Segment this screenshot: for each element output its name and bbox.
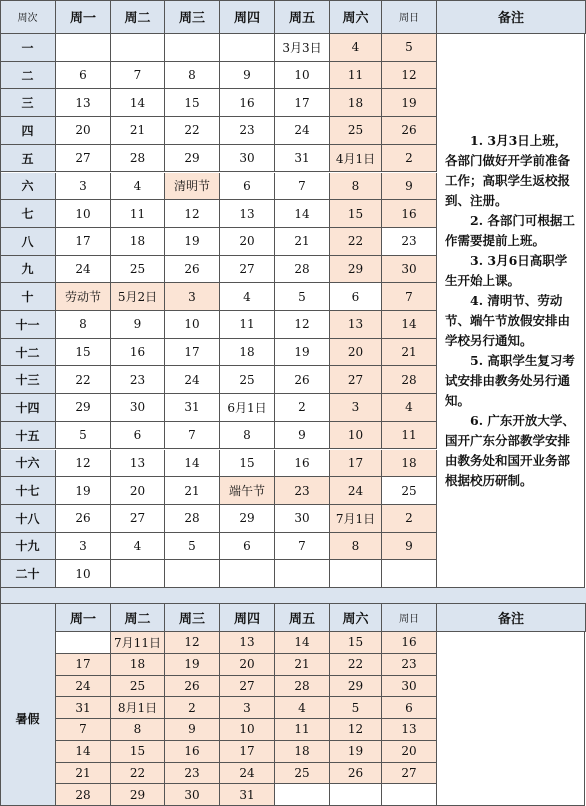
day-cell	[111, 560, 165, 588]
day-cell: 3	[165, 283, 220, 311]
day-cell: 21	[275, 228, 330, 256]
day-cell: 22	[330, 228, 382, 256]
day-cell: 30	[275, 505, 330, 533]
day-cell: 24	[165, 366, 220, 394]
week-number: 十四	[0, 394, 56, 422]
week-number: 九	[0, 256, 56, 284]
day-cell: 7	[382, 283, 437, 311]
day-cell: 5	[382, 34, 437, 62]
week-number: 七	[0, 200, 56, 228]
day-cell: 5	[165, 533, 220, 561]
day-cell	[330, 560, 382, 588]
week-number: 十六	[0, 450, 56, 478]
header-1: 周一	[56, 0, 111, 34]
summer-day-cell: 24	[220, 763, 275, 785]
summer-day-cell: 6	[382, 697, 437, 719]
day-cell: 28	[165, 505, 220, 533]
summer-day-cell: 7	[56, 719, 111, 741]
day-cell: 9	[382, 533, 437, 561]
day-cell: 16	[111, 339, 165, 367]
week-number: 十七	[0, 477, 56, 505]
day-cell: 29	[165, 145, 220, 173]
day-cell: 26	[56, 505, 111, 533]
summer-day-cell: 25	[111, 676, 165, 698]
day-cell: 12	[56, 450, 111, 478]
summer-day-cell: 14	[56, 741, 111, 763]
summer-remarks	[437, 632, 585, 806]
summer-day-cell	[382, 784, 437, 806]
day-cell: 18	[382, 450, 437, 478]
summer-day-cell: 15	[330, 632, 382, 654]
summer-day-cell: 16	[382, 632, 437, 654]
summer-day-cell: 23	[165, 763, 220, 785]
day-cell: 27	[220, 256, 275, 284]
summer-day-cell: 28	[275, 676, 330, 698]
summer-header-4: 周五	[275, 604, 330, 632]
summer-day-cell: 18	[111, 654, 165, 676]
day-cell	[220, 34, 275, 62]
day-cell: 24	[330, 477, 382, 505]
day-cell: 20	[56, 117, 111, 145]
day-cell: 5	[275, 283, 330, 311]
summer-day-cell: 23	[382, 654, 437, 676]
summer-day-cell: 26	[330, 763, 382, 785]
day-cell: 25	[111, 256, 165, 284]
summer-label: 暑假	[0, 632, 56, 806]
summer-day-cell: 12	[330, 719, 382, 741]
summer-day-cell: 29	[111, 784, 165, 806]
remark-6: 6. 广东开放大学、国开广东分部教学安排由教务处和国开业务部根据校历研制。	[445, 412, 575, 488]
day-cell: 7	[275, 173, 330, 201]
day-cell: 12	[275, 311, 330, 339]
day-cell: 22	[165, 117, 220, 145]
day-cell: 23	[382, 228, 437, 256]
day-cell: 25	[382, 477, 437, 505]
day-cell: 13	[111, 450, 165, 478]
day-cell: 4	[111, 173, 165, 201]
day-cell: 11	[330, 62, 382, 90]
day-cell: 8	[165, 62, 220, 90]
day-cell: 19	[382, 89, 437, 117]
week-number: 十五	[0, 422, 56, 450]
summer-day-cell: 3	[220, 697, 275, 719]
summer-day-cell: 28	[56, 784, 111, 806]
day-cell: 29	[56, 394, 111, 422]
header-8: 备注	[437, 0, 586, 34]
week-number: 二	[0, 62, 56, 90]
day-cell: 4	[220, 283, 275, 311]
summer-day-cell: 31	[56, 697, 111, 719]
day-cell: 19	[56, 477, 111, 505]
remark-5: 5. 高职学生复习考试安排由教务处另行通知。	[445, 352, 575, 408]
day-cell: 6	[330, 283, 382, 311]
day-cell: 13	[330, 311, 382, 339]
day-cell: 25	[330, 117, 382, 145]
day-cell: 27	[111, 505, 165, 533]
day-cell: 11	[382, 422, 437, 450]
day-cell: 16	[275, 450, 330, 478]
day-cell: 26	[382, 117, 437, 145]
day-cell: 8	[220, 422, 275, 450]
summer-day-cell: 15	[111, 741, 165, 763]
week-number: 五	[0, 145, 56, 173]
day-cell: 3	[56, 533, 111, 561]
day-cell: 26	[165, 256, 220, 284]
summer-day-cell	[275, 784, 330, 806]
summer-day-cell: 17	[220, 741, 275, 763]
day-cell: 18	[330, 89, 382, 117]
day-cell: 27	[56, 145, 111, 173]
day-cell: 11	[111, 200, 165, 228]
summer-day-cell: 21	[56, 763, 111, 785]
summer-header-6: 周日	[382, 604, 437, 632]
day-cell: 28	[382, 366, 437, 394]
day-cell: 10	[56, 200, 111, 228]
day-cell	[275, 560, 330, 588]
day-cell: 17	[330, 450, 382, 478]
summer-day-cell: 12	[165, 632, 220, 654]
summer-day-cell: 11	[275, 719, 330, 741]
summer-day-cell: 10	[220, 719, 275, 741]
week-number: 十二	[0, 339, 56, 367]
day-cell: 2	[275, 394, 330, 422]
day-cell: 14	[111, 89, 165, 117]
day-cell: 23	[275, 477, 330, 505]
day-cell: 8	[330, 533, 382, 561]
day-cell: 8	[56, 311, 111, 339]
day-cell: 14	[275, 200, 330, 228]
summer-day-cell: 8	[111, 719, 165, 741]
summer-day-cell	[330, 784, 382, 806]
summer-day-cell: 4	[275, 697, 330, 719]
summer-day-cell: 25	[275, 763, 330, 785]
remark-4: 4. 清明节、劳动节、端午节放假安排由学校另行通知。	[445, 292, 571, 348]
day-cell: 20	[111, 477, 165, 505]
day-cell: 17	[56, 228, 111, 256]
summer-day-cell	[56, 632, 111, 654]
summer-day-cell: 18	[275, 741, 330, 763]
week-number: 二十	[0, 560, 56, 588]
day-cell: 2	[382, 505, 437, 533]
summer-day-cell: 30	[165, 784, 220, 806]
day-cell: 17	[275, 89, 330, 117]
day-cell: 4	[382, 394, 437, 422]
day-cell: 27	[330, 366, 382, 394]
summer-day-cell: 24	[56, 676, 111, 698]
header-5: 周五	[275, 0, 330, 34]
header-6: 周六	[330, 0, 382, 34]
summer-day-cell: 22	[330, 654, 382, 676]
day-cell: 10	[275, 62, 330, 90]
day-cell: 13	[220, 200, 275, 228]
day-cell: 3	[56, 173, 111, 201]
day-cell: 31	[275, 145, 330, 173]
week-number: 十九	[0, 533, 56, 561]
week-number: 十八	[0, 505, 56, 533]
day-cell: 9	[111, 311, 165, 339]
summer-day-cell: 9	[165, 719, 220, 741]
summer-day-cell: 19	[330, 741, 382, 763]
day-cell: 25	[220, 366, 275, 394]
summer-day-cell: 19	[165, 654, 220, 676]
remark-2: 2. 各部门可根据工作需要提前上班。	[445, 212, 575, 248]
summer-day-cell: 7月11日	[111, 632, 165, 654]
week-number: 六	[0, 173, 56, 201]
day-cell: 12	[165, 200, 220, 228]
day-cell: 22	[56, 366, 111, 394]
summer-day-cell: 26	[165, 676, 220, 698]
header-2: 周二	[111, 0, 165, 34]
day-cell	[111, 34, 165, 62]
day-cell	[382, 560, 437, 588]
day-cell: 8	[330, 173, 382, 201]
summer-day-cell: 21	[275, 654, 330, 676]
day-cell: 29	[220, 505, 275, 533]
section-divider	[0, 588, 586, 604]
summer-day-cell: 8月1日	[111, 697, 165, 719]
summer-day-cell: 31	[220, 784, 275, 806]
summer-day-cell: 5	[330, 697, 382, 719]
day-cell: 7	[275, 533, 330, 561]
day-cell: 5	[56, 422, 111, 450]
day-cell: 6月1日	[220, 394, 275, 422]
summer-day-cell: 22	[111, 763, 165, 785]
summer-day-cell: 27	[382, 763, 437, 785]
remark-1: 1. 3月3日上班，各部门做好开学前准备工作；高职学生返校报到、注册。	[445, 132, 571, 208]
day-cell: 13	[56, 89, 111, 117]
day-cell: 18	[111, 228, 165, 256]
summer-header-0: 周一	[56, 604, 111, 632]
day-cell: 24	[56, 256, 111, 284]
week-number: 一	[0, 34, 56, 62]
day-cell: 6	[220, 533, 275, 561]
day-cell	[165, 560, 220, 588]
day-cell: 30	[220, 145, 275, 173]
day-cell: 21	[382, 339, 437, 367]
day-cell: 30	[382, 256, 437, 284]
day-cell: 21	[165, 477, 220, 505]
day-cell: 19	[275, 339, 330, 367]
summer-label-top	[0, 604, 56, 632]
week-number: 十三	[0, 366, 56, 394]
day-cell: 15	[220, 450, 275, 478]
summer-header-3: 周四	[220, 604, 275, 632]
day-cell: 清明节	[165, 173, 220, 201]
summer-day-cell: 13	[382, 719, 437, 741]
day-cell: 3月3日	[275, 34, 330, 62]
day-cell: 17	[165, 339, 220, 367]
day-cell: 16	[220, 89, 275, 117]
day-cell: 31	[165, 394, 220, 422]
summer-header-2: 周三	[165, 604, 220, 632]
summer-day-cell: 20	[220, 654, 275, 676]
day-cell: 9	[275, 422, 330, 450]
day-cell: 24	[275, 117, 330, 145]
header-0: 周次	[0, 0, 56, 34]
day-cell: 15	[330, 200, 382, 228]
day-cell: 21	[111, 117, 165, 145]
summer-day-cell: 16	[165, 741, 220, 763]
day-cell: 20	[330, 339, 382, 367]
day-cell: 9	[220, 62, 275, 90]
day-cell: 28	[111, 145, 165, 173]
day-cell: 9	[382, 173, 437, 201]
day-cell: 15	[56, 339, 111, 367]
day-cell	[220, 560, 275, 588]
week-number: 十	[0, 283, 56, 311]
week-number: 三	[0, 89, 56, 117]
day-cell: 4月1日	[330, 145, 382, 173]
day-cell: 11	[220, 311, 275, 339]
summer-day-cell: 30	[382, 676, 437, 698]
day-cell: 7	[165, 422, 220, 450]
summer-day-cell: 13	[220, 632, 275, 654]
summer-day-cell: 27	[220, 676, 275, 698]
day-cell: 7月1日	[330, 505, 382, 533]
header-3: 周三	[165, 0, 220, 34]
day-cell: 23	[220, 117, 275, 145]
summer-header-1: 周二	[111, 604, 165, 632]
summer-day-cell: 2	[165, 697, 220, 719]
day-cell: 20	[220, 228, 275, 256]
day-cell: 10	[165, 311, 220, 339]
summer-header-5: 周六	[330, 604, 382, 632]
day-cell: 6	[56, 62, 111, 90]
week-number: 十一	[0, 311, 56, 339]
header-7: 周日	[382, 0, 437, 34]
day-cell: 12	[382, 62, 437, 90]
summer-day-cell: 29	[330, 676, 382, 698]
day-cell: 14	[165, 450, 220, 478]
summer-header-7: 备注	[437, 604, 586, 632]
day-cell	[56, 34, 111, 62]
day-cell: 19	[165, 228, 220, 256]
summer-day-cell: 14	[275, 632, 330, 654]
summer-day-cell: 17	[56, 654, 111, 676]
day-cell	[165, 34, 220, 62]
day-cell: 30	[111, 394, 165, 422]
remark-3: 3. 3月6日高职学生开始上课。	[445, 252, 568, 288]
day-cell: 29	[330, 256, 382, 284]
day-cell: 14	[382, 311, 437, 339]
remarks-panel	[437, 34, 585, 588]
day-cell: 4	[111, 533, 165, 561]
day-cell: 劳动节	[56, 283, 111, 311]
week-number: 四	[0, 117, 56, 145]
day-cell: 15	[165, 89, 220, 117]
day-cell: 端午节	[220, 477, 275, 505]
day-cell: 5月2日	[111, 283, 165, 311]
day-cell: 2	[382, 145, 437, 173]
header-4: 周四	[220, 0, 275, 34]
day-cell: 10	[330, 422, 382, 450]
day-cell: 4	[330, 34, 382, 62]
day-cell: 23	[111, 366, 165, 394]
day-cell: 18	[220, 339, 275, 367]
day-cell: 7	[111, 62, 165, 90]
day-cell: 3	[330, 394, 382, 422]
day-cell: 10	[56, 560, 111, 588]
day-cell: 6	[111, 422, 165, 450]
day-cell: 6	[220, 173, 275, 201]
week-number: 八	[0, 228, 56, 256]
day-cell: 16	[382, 200, 437, 228]
day-cell: 28	[275, 256, 330, 284]
day-cell: 26	[275, 366, 330, 394]
summer-day-cell: 20	[382, 741, 437, 763]
